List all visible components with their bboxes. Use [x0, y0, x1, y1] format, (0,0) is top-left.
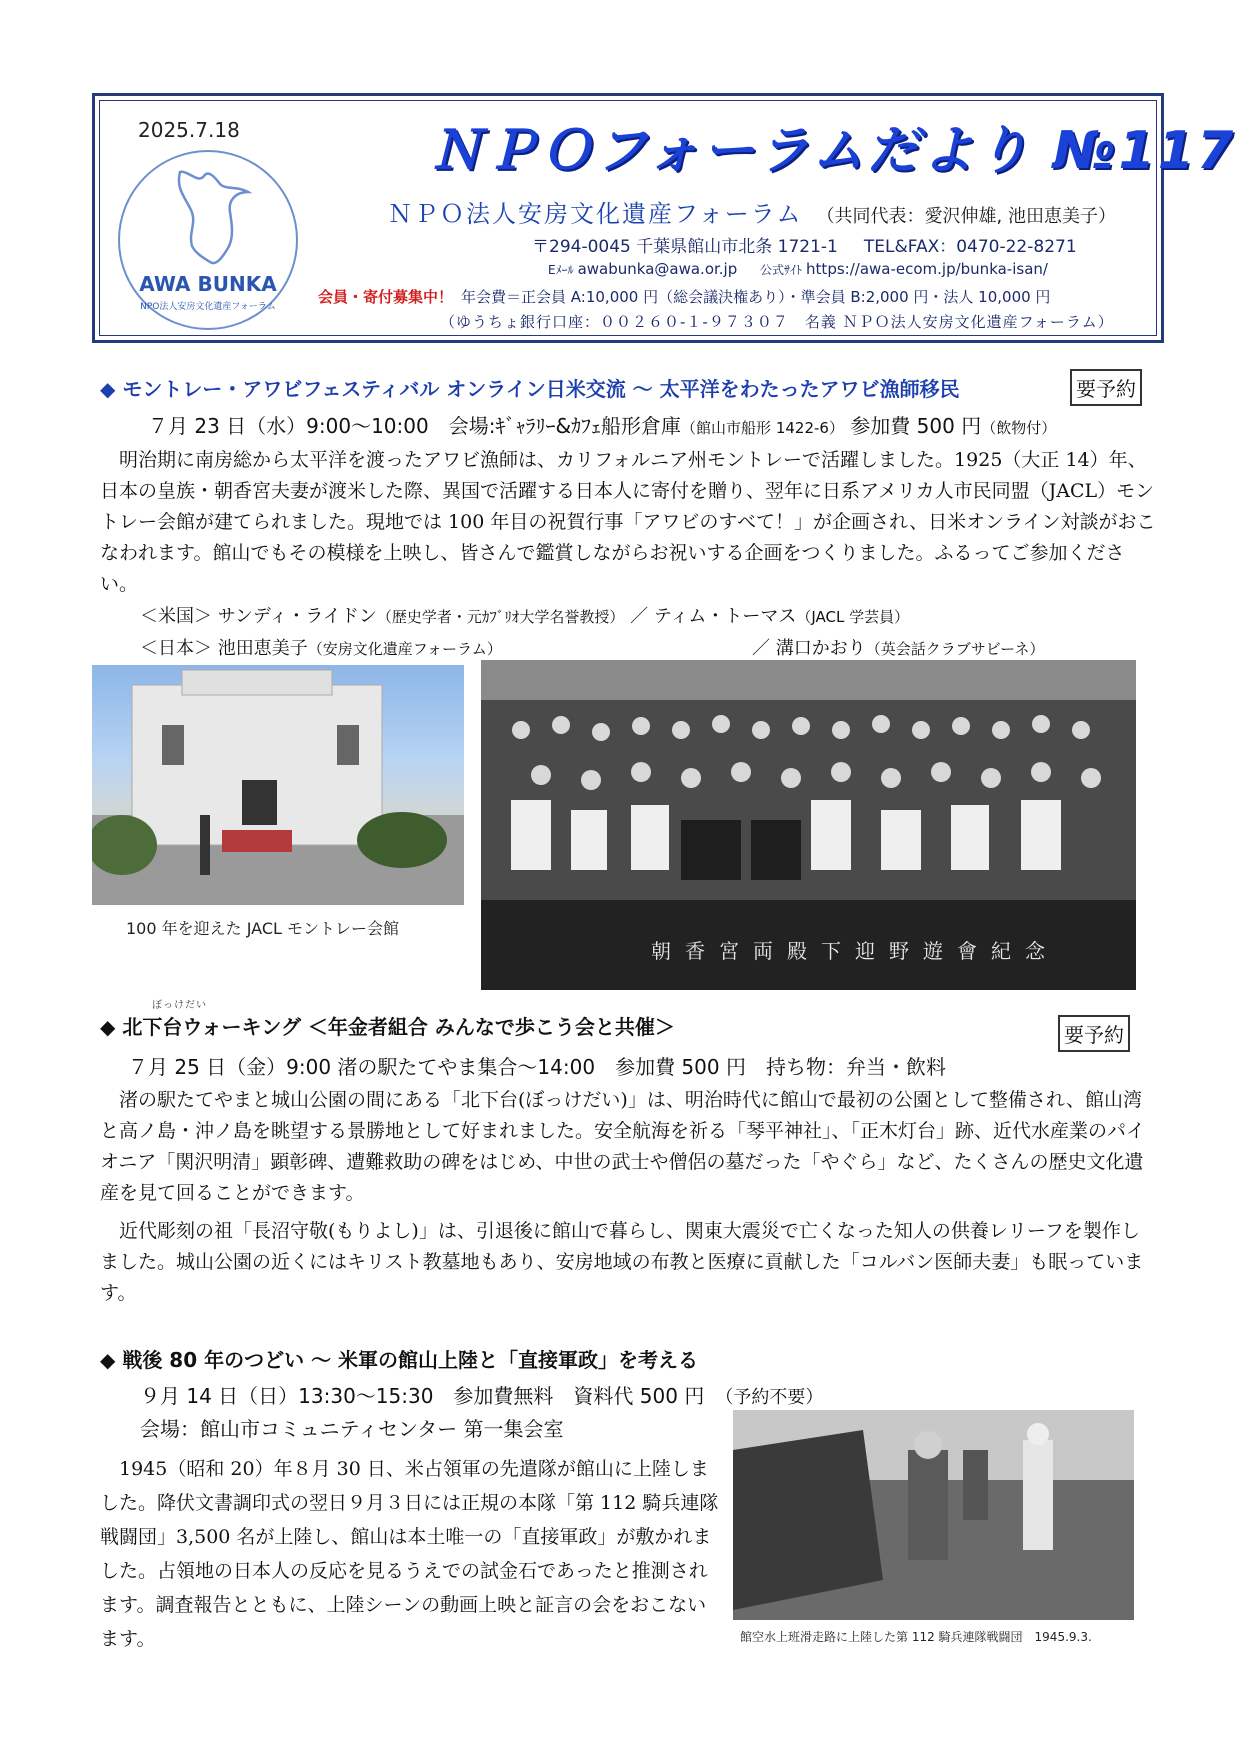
- email-link[interactable]: awabunka@awa.or.jp: [577, 260, 738, 278]
- postal-address: 〒294-0045 千葉県館山市北条 1721-1: [532, 237, 838, 257]
- landing-photo: [733, 1410, 1134, 1620]
- tel-fax: TEL&FAX：0470-22-8271: [863, 237, 1077, 257]
- section3-info: [140, 1380, 823, 1409]
- section3-info-note: （予約不要）: [724, 1387, 824, 1408]
- speaker-jp-2: ／ 溝口かおり: [752, 638, 866, 659]
- section3-body: 1945（昭和 20）年８月 30 日、米占領軍の先遣隊が館山に上陸しました。降伏文書調印式の翌日９月３日には正規の本隊「第 112 騎兵連隊戦闘団」3,500 名が上陸し、館山は本土唯一の「直接軍政」が敷かれました。占領地の日本人の反応を見るうえでの試金石であったと推測されます。調査報告とともに、上陸シーンの動画上映と証言の会をおこないます。: [100, 1458, 719, 1650]
- membership-line: [318, 286, 1050, 307]
- section2-info: ７月 25 日（金）9:00 渚の駅たてやま集合～14:00 参加費 500 円 持ち物：弁当・飲料: [128, 1055, 946, 1079]
- section2-reservation-badge: 要予約: [1058, 1015, 1130, 1052]
- speaker-jp-1-note: （安房文化遺産フォーラム）: [307, 640, 502, 658]
- org-name: ＮＰＯ法人安房文化遺産フォーラム: [388, 200, 803, 228]
- section1-reservation-badge: 要予約: [1070, 369, 1142, 406]
- speaker-us-1: ＜米国＞ サンディ・ライドン: [140, 606, 377, 627]
- speaker-us-2-note: （JACL 学芸員）: [796, 608, 910, 626]
- section2-title: ◆ 北下台ウォーキング ＜年金者組合 みんなで歩こう会と共催＞: [100, 1015, 675, 1039]
- awa-bunka-logo: [118, 150, 298, 330]
- address-line: [532, 232, 1077, 257]
- section1-fee: 参加費 500 円: [850, 414, 982, 438]
- section3-venue: 会場：館山市コミュニティセンター 第一集会室: [140, 1417, 564, 1441]
- recruit-label: 会員・寄付募集中！: [318, 288, 454, 306]
- landing-photo-caption: 館空水上班滑走路に上陸した第 112 騎兵連隊戦闘団 1945.9.3.: [740, 1630, 1092, 1644]
- speaker-jp-1: ＜日本＞ 池田恵美子: [140, 638, 308, 659]
- speaker-us-1-note: （歴史学者・元ｶﾌﾞﾘｵ大学名誉教授）: [376, 608, 625, 626]
- section3-datetime-fee: ９月 14 日（日）13:30～15:30 参加費無料 資料代 500 円: [140, 1384, 705, 1408]
- section1-info: [148, 410, 1056, 439]
- issue-date: 2025.7.18: [138, 118, 240, 142]
- contact-line: [548, 260, 1048, 278]
- site-label: 公式ｻｲﾄ: [760, 263, 803, 277]
- section2-body-1: 渚の駅たてやまと城山公園の間にある「北下台(ぼっけだい)」は、明治時代に館山で最初の公園として整備され、館山湾と高ノ島・沖ノ島を眺望する景勝地として好まれました。安全航海を祈る「琴平神社」、「正木灯台」跡、近代水産業のパイオニア「関沢明清」顕彰碑、遭難救助の碑をはじめ、中世の武士や僧侶の墓だった「やぐら」など、たくさんの歴史文化遺産を見て回ることができます。: [100, 1089, 1146, 1204]
- section2-ruby: ぼっけだい: [152, 1000, 207, 1011]
- newsletter-title: ＮＰＯフォーラムだより №117: [430, 121, 1237, 181]
- speakers-jp-2: [752, 634, 1044, 660]
- section1-title: ◆ モントレー・アワビフェスティバル オンライン日米交流 ～ 太平洋をわたったアワビ漁師移民: [100, 377, 960, 401]
- section1-datetime-venue: ７月 23 日（水）9:00～10:00 会場:ｷﾞｬﾗﾘｰ&ｶﾌｪ船形倉庫: [148, 414, 682, 438]
- landing-illustration: [733, 1410, 1134, 1620]
- speakers-us: [140, 602, 909, 628]
- section1-body: 明治期に南房総から太平洋を渡ったアワビ漁師は、カリフォルニア州モントレーで活躍しました。1925（大正 14）年、日本の皇族・朝香宮夫妻が渡米した際、異国で活躍する日本人に寄付を贈り、翌年に日系アメリカ人市民同盟（JACL）モントレー会館が建てられました。現地では 100 年目の祝賀行事「アワビのすべて！」が企画され、日米オンライン対談がおこなわれます。館山でもその模様を上映し、皆さんで鑑賞しながらお祝いする企画をつくりました。ふるってご参加ください。: [100, 449, 1156, 595]
- bank-account: （ゆうちょ銀行口座：００２６０-１-９７３０７ 名義 ＮＰＯ法人安房文化遺産フォーラム）: [440, 313, 1114, 331]
- section1-fee-note: （飲物付）: [981, 419, 1057, 437]
- membership-fees: 年会費＝正会員 A:10,000 円（総会議決権あり）・準会員 B:2,000 円・法人 10,000 円: [461, 288, 1051, 306]
- historical-group-photo: [481, 660, 1136, 990]
- section3-title: ◆ 戦後 80 年のつどい ～ 米軍の館山上陸と「直接軍政」を考える: [100, 1348, 699, 1372]
- jacl-hall-illustration: [92, 665, 464, 905]
- org-representatives: （共同代表：愛沢伸雄, 池田恵美子）: [816, 206, 1117, 227]
- section1-venue-address: （館山市船形 1422-6）: [681, 419, 844, 437]
- group-photo-inscription: 朝香宮両殿下迎野遊會紀念: [651, 939, 1059, 963]
- jacl-hall-caption: 100 年を迎えた JACL モントレー会館: [126, 919, 399, 938]
- section2-body-2: 近代彫刻の祖「長沼守敬(もりよし)」は、引退後に館山で暮らし、関東大震災で亡くなった知人の供養レリーフを製作しました。城山公園の近くにはキリスト教墓地もあり、安房地域の布教と医療に貢献した「コルバン医師夫妻」も眠っています。: [100, 1220, 1144, 1304]
- speaker-jp-2-note: （英会話クラブサビーネ）: [865, 640, 1045, 658]
- org-line: [388, 194, 1116, 229]
- email-label: Eﾒｰﾙ: [548, 263, 574, 277]
- speakers-jp: [140, 634, 502, 660]
- speaker-us-2: ／ ティム・トーマス: [630, 606, 797, 627]
- site-link[interactable]: https://awa-ecom.jp/bunka-isan/: [806, 260, 1048, 278]
- logo-sub-text: NPO法人安房文化遺産フォーラム: [140, 302, 276, 312]
- jacl-hall-photo: [92, 665, 464, 905]
- logo-main-text: AWA BUNKA: [139, 272, 277, 296]
